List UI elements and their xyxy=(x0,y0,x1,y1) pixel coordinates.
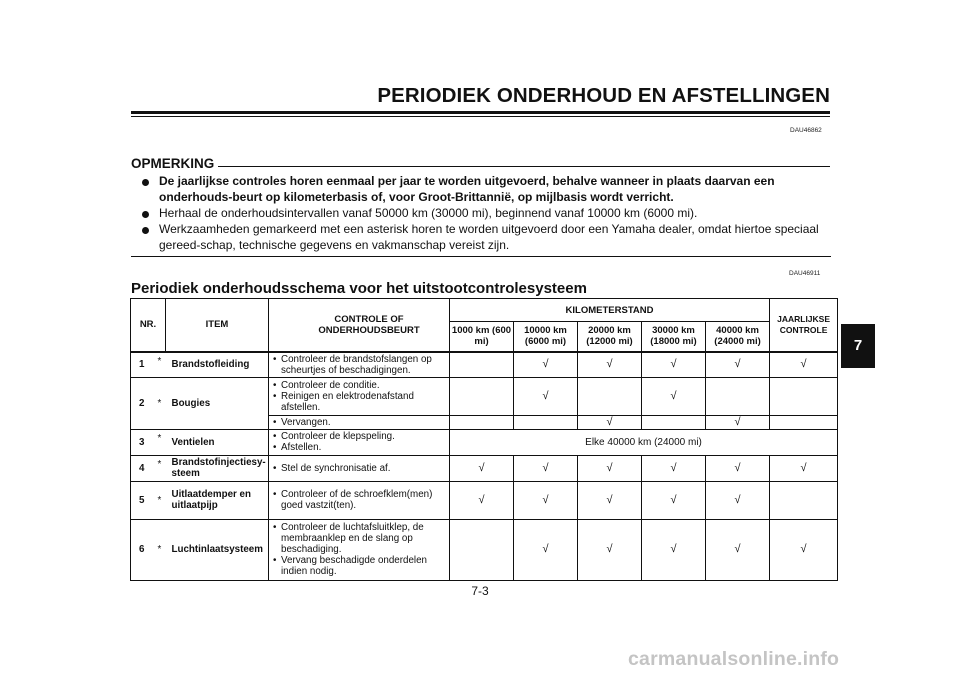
header-interval: 1000 km (600 mi) xyxy=(450,322,514,352)
check-line xyxy=(273,442,447,453)
check-line xyxy=(273,463,447,474)
empty-cell xyxy=(450,415,514,429)
header-kilometerstand: KILOMETERSTAND xyxy=(450,299,770,322)
checkmark: √ xyxy=(642,352,706,378)
check-text: Controleer de conditie. xyxy=(281,379,380,391)
header-interval: 20000 km (12000 mi) xyxy=(578,322,642,352)
bullet-icon: • xyxy=(273,390,277,402)
title-rule xyxy=(131,111,830,114)
section-reference-code: DAU46911 xyxy=(789,270,821,277)
note-item-text: Werkzaamheden gemarkeerd met een asterisk horen te worden uitgevoerd door een Yamaha dealer, omdat hiertoe speciaal gereed-schap, technische gegevens en vakmanschap vereist zijn. xyxy=(159,222,819,253)
empty-cell xyxy=(450,352,514,378)
note-item-text: De jaarlijkse controles horen eenmaal per jaar te worden uitgevoerd, behalve wanneer in plaats daarvan een onderhouds-beurt op kilometerbasis of, voor Groot-Brittannië, op mijlbasis wordt verricht. xyxy=(159,174,775,204)
note-item xyxy=(131,206,831,222)
check-text: Controleer de klepspeling. xyxy=(281,431,395,442)
header-check: CONTROLE OF ONDERHOUDSBEURT xyxy=(269,299,450,352)
empty-cell xyxy=(514,415,578,429)
asterisk-marker: * xyxy=(156,455,166,481)
checkmark: √ xyxy=(578,352,642,378)
maintenance-schedule-table xyxy=(130,298,838,581)
bullet-icon: • xyxy=(273,379,277,391)
table-row xyxy=(131,455,838,481)
row-check-list xyxy=(269,415,450,429)
check-line xyxy=(273,380,447,391)
row-item: Ventielen xyxy=(166,429,269,455)
bullet-icon: • xyxy=(273,442,277,453)
row-number: 2 xyxy=(131,377,156,429)
checkmark: √ xyxy=(450,481,514,519)
table-row xyxy=(131,429,838,455)
bullet-icon xyxy=(142,179,149,186)
checkmark: √ xyxy=(706,519,770,580)
checkmark: √ xyxy=(706,481,770,519)
row-check-list xyxy=(269,429,450,455)
check-text: Controleer de luchtafsluitklep, de membraanklep en de slang op beschadiging. xyxy=(281,522,424,555)
note-heading-rule xyxy=(218,166,830,167)
check-text: Stel de synchronisatie af. xyxy=(281,462,391,474)
check-line xyxy=(273,522,447,555)
check-text: Vervang beschadigde onderdelen indien nodig. xyxy=(281,555,427,577)
asterisk-marker: * xyxy=(156,429,166,455)
empty-cell xyxy=(770,415,838,429)
checkmark: √ xyxy=(578,455,642,481)
note-item-text: Herhaal de onderhoudsintervallen vanaf 50000 km (30000 mi), beginnend vanaf 10000 km (6000 mi). xyxy=(159,206,698,221)
checkmark: √ xyxy=(514,352,578,378)
checkmark: √ xyxy=(642,377,706,415)
header-item: ITEM xyxy=(166,299,269,352)
checkmark: √ xyxy=(770,455,838,481)
checkmark: √ xyxy=(706,415,770,429)
row-number: 5 xyxy=(131,481,156,519)
checkmark: √ xyxy=(642,455,706,481)
check-line xyxy=(273,555,447,577)
bullet-icon: • xyxy=(273,416,277,428)
table-row xyxy=(131,481,838,519)
header-nr: NR. xyxy=(131,299,166,352)
check-text: Controleer de brandstofslangen op scheurtjes of beschadigingen. xyxy=(281,353,432,376)
checkmark: √ xyxy=(514,519,578,580)
bullet-icon: • xyxy=(273,522,277,533)
empty-cell xyxy=(642,415,706,429)
checkmark: √ xyxy=(578,415,642,429)
note-bottom-rule xyxy=(131,256,831,257)
asterisk-marker: * xyxy=(156,377,166,429)
row-check-list xyxy=(269,481,450,519)
page-title: PERIODIEK ONDERHOUD EN AFSTELLINGEN xyxy=(377,84,830,107)
row-number: 1 xyxy=(131,352,156,378)
bullet-icon: • xyxy=(273,489,277,500)
title-rule-thin xyxy=(131,116,830,117)
checkmark: √ xyxy=(770,352,838,378)
bullet-icon: • xyxy=(273,431,277,442)
row-number: 4 xyxy=(131,455,156,481)
checkmark: √ xyxy=(514,481,578,519)
row-number: 3 xyxy=(131,429,156,455)
table-row xyxy=(131,377,838,415)
watermark: carmanualsonline.info xyxy=(628,648,840,670)
empty-cell xyxy=(770,377,838,415)
empty-cell xyxy=(450,519,514,580)
check-line xyxy=(273,489,447,511)
bullet-icon xyxy=(142,211,149,218)
row-check-list xyxy=(269,377,450,415)
header-annual-check: JAARLIJKSE CONTROLE xyxy=(770,299,838,352)
header-interval: 40000 km (24000 mi) xyxy=(706,322,770,352)
checkmark: √ xyxy=(770,519,838,580)
bullet-icon: • xyxy=(273,462,277,474)
asterisk-marker: * xyxy=(156,519,166,580)
check-line xyxy=(273,391,447,413)
checkmark: √ xyxy=(514,377,578,415)
checkmark: √ xyxy=(706,352,770,378)
row-item: Uitlaatdemper en uitlaatpijp xyxy=(166,481,269,519)
checkmark: √ xyxy=(642,481,706,519)
asterisk-marker: * xyxy=(156,481,166,519)
page-number: 7-3 xyxy=(471,584,489,598)
check-text: Afstellen. xyxy=(281,442,322,453)
note-list xyxy=(131,174,831,254)
row-number: 6 xyxy=(131,519,156,580)
check-line xyxy=(273,431,447,442)
empty-cell xyxy=(450,377,514,415)
header-interval: 30000 km (18000 mi) xyxy=(642,322,706,352)
check-text: Reinigen en elektrodenafstand afstellen. xyxy=(281,390,414,413)
bullet-icon xyxy=(142,227,149,234)
row-item: Brandstofinjectiesy-steem xyxy=(166,455,269,481)
note-heading: OPMERKING xyxy=(131,156,215,171)
note-item xyxy=(131,222,831,254)
row-check-list xyxy=(269,352,450,378)
checkmark: √ xyxy=(514,455,578,481)
check-text: Controleer of de schroefklem(men) goed vastzit(ten). xyxy=(281,489,433,511)
empty-cell xyxy=(578,377,642,415)
row-item: Bougies xyxy=(166,377,269,429)
empty-cell xyxy=(770,481,838,519)
interval-span-text: Elke 40000 km (24000 mi) xyxy=(450,429,838,455)
table-row xyxy=(131,519,838,580)
checkmark: √ xyxy=(706,455,770,481)
row-item: Brandstofleiding xyxy=(166,352,269,378)
bullet-icon: • xyxy=(273,555,277,566)
row-check-list xyxy=(269,455,450,481)
check-line xyxy=(273,417,447,428)
bullet-icon: • xyxy=(273,353,277,365)
check-text: Vervangen. xyxy=(281,416,331,428)
empty-cell xyxy=(706,377,770,415)
header-interval: 10000 km (6000 mi) xyxy=(514,322,578,352)
note-reference-code: DAU46862 xyxy=(790,127,822,134)
checkmark: √ xyxy=(450,455,514,481)
row-check-list xyxy=(269,519,450,580)
chapter-tab: 7 xyxy=(841,324,875,368)
checkmark: √ xyxy=(642,519,706,580)
section-title: Periodiek onderhoudsschema voor het uitstootcontrolesysteem xyxy=(131,280,587,297)
row-item: Luchtinlaatsysteem xyxy=(166,519,269,580)
asterisk-marker: * xyxy=(156,352,166,378)
checkmark: √ xyxy=(578,519,642,580)
checkmark: √ xyxy=(578,481,642,519)
note-item xyxy=(131,174,831,206)
table-row xyxy=(131,352,838,378)
check-line xyxy=(273,354,447,376)
